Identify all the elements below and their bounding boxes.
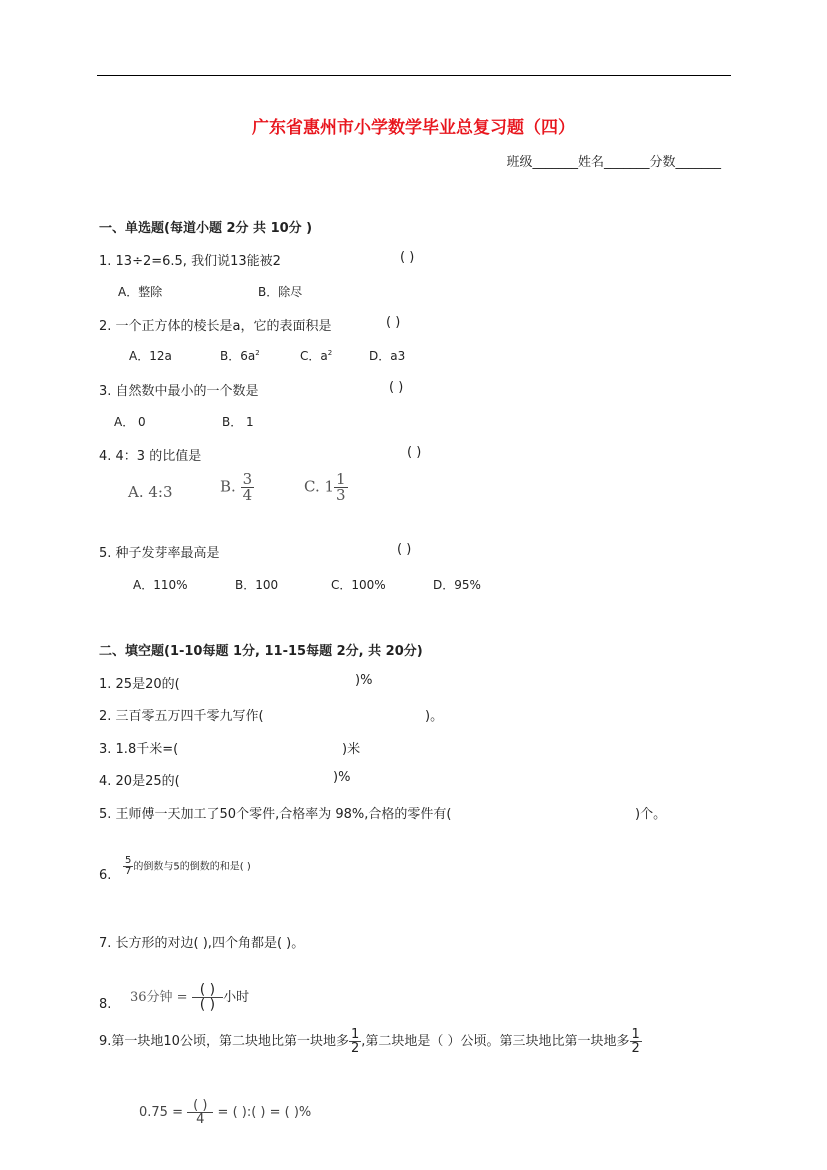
question-1-1-option-b: B．除尽 [258,285,303,299]
question-1-5-answer-blank: ( ) [397,542,412,557]
question-1-5-option-a: A．110% [133,578,188,592]
fill-question-5-suffix: )个。 [635,807,667,822]
question-1-1-option-a: A．整除 [118,285,163,299]
fill-question-2-prefix: 2. 三百零五万四千零九写作( [99,709,264,724]
fill-question-7: 7. 长方形的对边( ),四个角都是( )。 [99,936,305,951]
fill-question-2-suffix: )。 [425,709,444,724]
question-1-2-option-b: B．$6a^2$ [220,349,260,363]
question-1-5-option-d: D．95% [433,578,481,592]
question-1-2-option-a: A．12a [129,349,172,363]
question-1-2-option-d: D．a3 [369,349,406,363]
question-1-4-option-c: C. 1 $\frac{1}{3}$ [304,470,346,504]
question-1-3-stem: 3. 自然数中最小的一个数是 [99,384,259,399]
question-1-4-option-a: A. 4:3 [128,483,173,501]
fill-question-4-suffix: )% [333,770,351,785]
question-1-3-option-b: B． 1 [222,415,254,429]
fill-question-8-number: 8. [99,997,112,1012]
fill-question-6-body: $\frac{5}{7}$ 的倒数与5的倒数的和是( ) [125,855,251,877]
student-info-line: 班级_______姓名_______分数_______ [506,155,721,170]
section-2-heading: 二、填空题(1-10每题 1分, 11-15每题 2分, 共 20分) [99,644,423,659]
question-1-4-answer-blank: ( ) [407,445,422,460]
question-1-2-answer-blank: ( ) [386,315,401,330]
question-1-3-answer-blank: ( ) [389,380,404,395]
question-1-2-option-c: C．$a^2$ [300,349,333,363]
question-1-5-stem: 5. 种子发芽率最高是 [99,546,220,561]
question-1-1-stem: 1. 13÷2=6.5, 我们说13能被2 [99,254,281,269]
fill-question-3-prefix: 3. 1.8千米=( [99,742,179,757]
fill-question-9: 9.第一块地10公顷，第二块地比第一块地多 $\frac{1}{2}$ ,第二块地是（ ）公顷。第三块地比第一块地多 $\frac{1}{2}$ [99,1027,640,1056]
question-1-1-answer-blank: ( ) [400,250,415,265]
fill-question-6-number: 6. [99,868,112,883]
question-1-2-stem: 2. 一个正方体的棱长是a，它的表面积是 [99,319,332,334]
question-1-4-option-b: B. $\frac{3}{4}$ [220,470,253,504]
question-1-5-option-b: B．100 [235,578,279,592]
page-title: 广东省惠州市小学数学毕业总复习题（四） [252,118,575,138]
fill-question-1-prefix: 1. 25是20的( [99,677,180,692]
fill-question-10: 0.75 = $\frac{( )}{4}$ = ( ):( ) = ( )% [139,1098,312,1127]
question-1-3-option-a: A． 0 [114,415,146,429]
fill-question-3-suffix: )米 [342,742,361,757]
fill-question-8-body: 36分钟 = $\frac{( )}{( )}$ 小时 [130,982,250,1013]
section-1-heading: 一、单选题(每道小题 2分 共 10分 ) [99,221,313,236]
fill-question-5-prefix: 5. 王师傅一天加工了50个零件,合格率为 98%,合格的零件有( [99,807,452,822]
question-1-4-stem: 4. 4：3 的比值是 [99,449,202,464]
header-rule [97,75,731,76]
question-1-5-option-c: C．100% [331,578,386,592]
fill-question-1-suffix: )% [355,673,373,688]
fill-question-4-prefix: 4. 20是25的( [99,774,180,789]
